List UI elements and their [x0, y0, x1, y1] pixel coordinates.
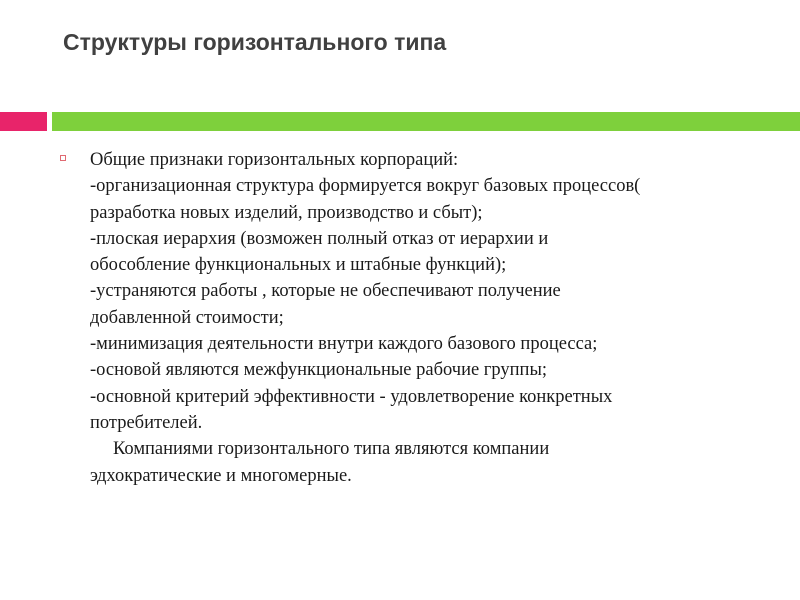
text-line: -организационная структура формируется вокруг базовых процессов(: [90, 176, 641, 197]
accent-bar: [0, 112, 47, 131]
text-line: обособление функциональных и штабные функций);: [90, 255, 507, 276]
text-line: Общие признаки горизонтальных корпораций:: [90, 150, 459, 170]
content-area: [60, 147, 740, 489]
text-line: -основной критерий эффективности - удовлетворение конкретных: [90, 386, 613, 407]
text-line: -плоская иерархия (возможен полный отказ от иерархии и: [90, 228, 549, 249]
text-line: -основой являются межфункциональные рабочие группы;: [90, 360, 548, 381]
text-line: добавленной стоимости;: [90, 307, 284, 328]
text-line: -минимизация деятельности внутри каждого базового процесса;: [90, 334, 598, 355]
text-line-indented: [90, 436, 740, 462]
title-divider-bar: [52, 112, 800, 131]
slide-title: Структуры горизонтального типа: [63, 29, 447, 55]
text-line: Компаниями горизонтального типа являются компании: [113, 439, 550, 460]
text-line: -устраняются работы , которые не обеспечивают получение: [90, 281, 561, 302]
small-square-bullet-icon: [60, 155, 66, 161]
text-line: эдхократические и многомерные.: [90, 465, 352, 486]
text-line: разработка новых изделий, производство и сбыт);: [90, 202, 483, 223]
text-line: потребителей.: [90, 412, 203, 433]
bullet-text: [90, 147, 740, 489]
